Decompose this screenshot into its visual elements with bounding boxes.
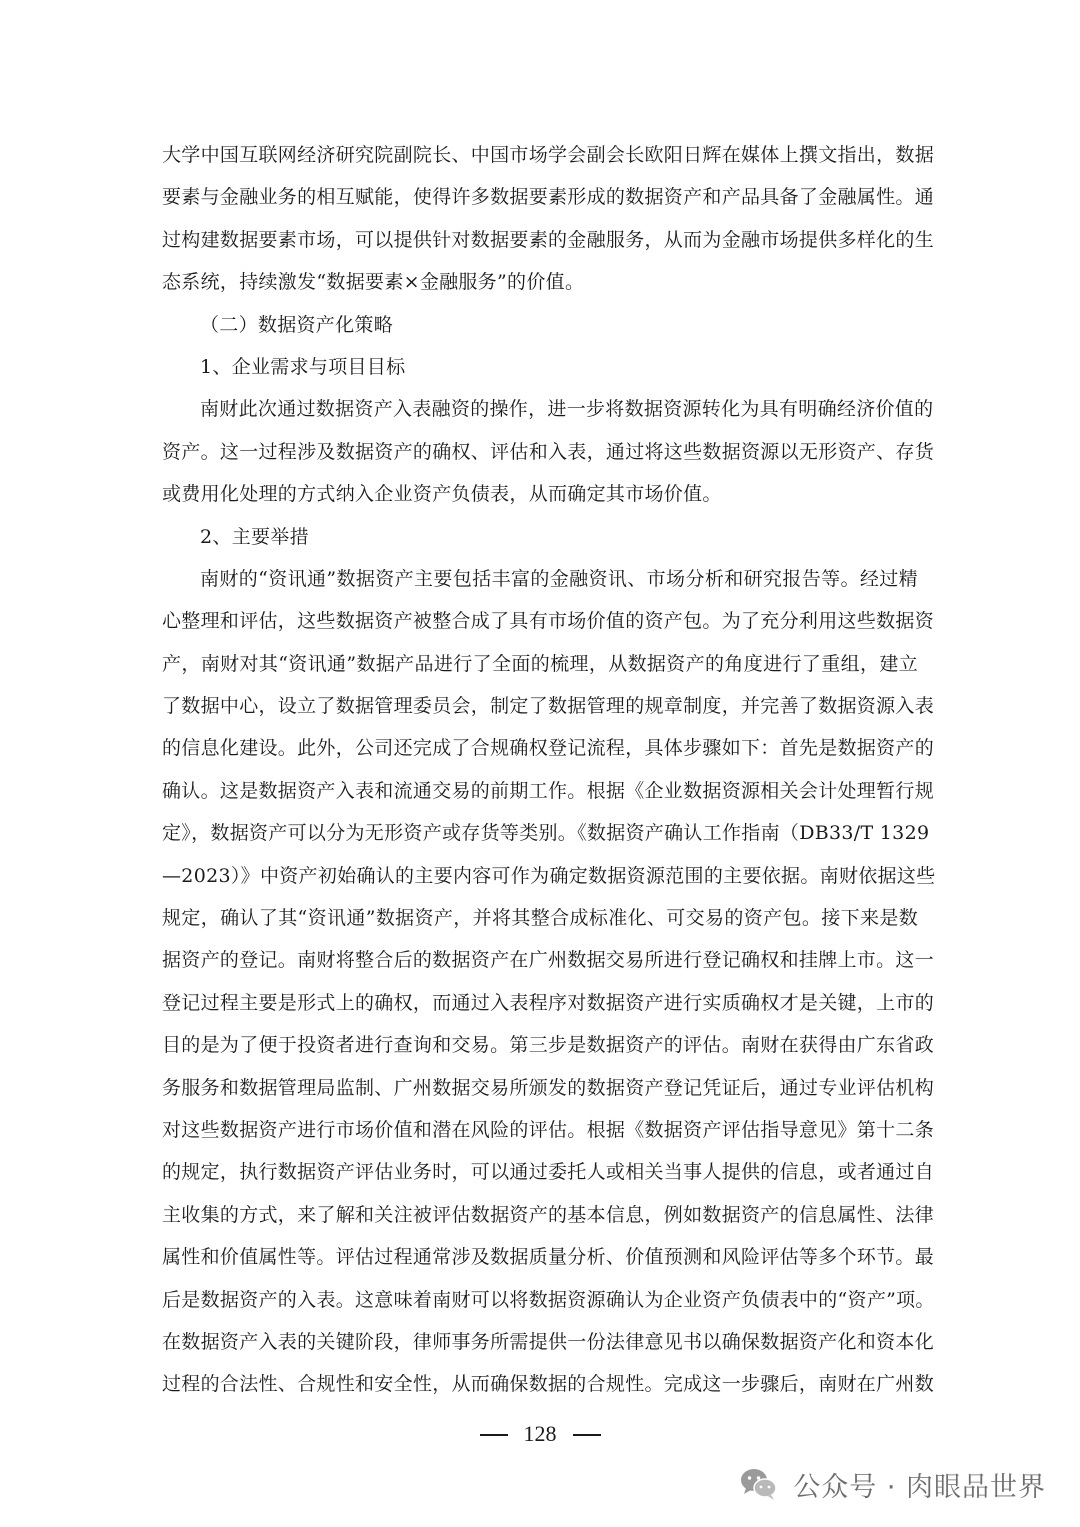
text-line: 登记过程主要是形式上的确权，而通过入表程序对数据资产进行实质确权才是关键，上市的 [162, 991, 935, 1014]
page-number [0, 1414, 1080, 1454]
text-line: 的规定，执行数据资产评估业务时，可以通过委托人或相关当事人提供的信息，或者通过自 [162, 1161, 935, 1184]
text-line: 态系统，持续激发“数据要素×金融服务”的价值。 [162, 271, 585, 294]
text-line: 主收集的方式，来了解和关注被评估数据资产的基本信息，例如数据资产的信息属性、法律 [162, 1203, 935, 1226]
text-line: 在数据资产入表的关键阶段，律师事务所需提供一份法律意见书以确保数据资产化和资本化 [162, 1330, 935, 1353]
text-line: 据资产的登记。南财将整合后的数据资产在广州数据交易所进行登记确权和挂牌上市。这一 [162, 949, 935, 972]
subsection-heading: 2、主要举措 [200, 525, 309, 548]
text-line: 目的是为了便于投资者进行查询和交易。第三步是数据资产的评估。南财在获得由广东省政 [162, 1034, 935, 1057]
text-line: 定》，数据资产可以分为无形资产或存货等类别。《数据资产确认工作指南（DB33/T 1329 [162, 822, 930, 845]
text-line: 南财的“资讯通”数据资产主要包括丰富的金融资讯、市场分析和研究报告等。经过精 [200, 567, 918, 590]
section-heading: （二）数据资产化策略 [200, 313, 394, 336]
text-line: 或费用化处理的方式纳入企业资产负债表，从而确定其市场价值。 [162, 483, 722, 506]
wechat-icon [739, 1466, 779, 1502]
text-line: 心整理和评估，这些数据资产被整合成了具有市场价值的资产包。为了充分利用这些数据资 [162, 610, 935, 633]
text-line: 资产。这一过程涉及数据资产的确权、评估和入表，通过将这些数据资源以无形资产、存货 [162, 440, 935, 463]
text-line: 过程的合法性、合规性和安全性，从而确保数据的合规性。完成这一步骤后，南财在广州数 [162, 1373, 935, 1396]
text-line: 过构建数据要素市场，可以提供针对数据要素的金融服务，从而为金融市场提供多样化的生 [162, 228, 935, 251]
page-number-value: 128 [523, 1421, 557, 1446]
dash-left [480, 1434, 508, 1436]
text-line: 要素与金融业务的相互赋能，使得许多数据要素形成的数据资产和产品具备了金融属性。通 [162, 186, 935, 209]
subsection-heading: 1、企业需求与项目目标 [200, 355, 406, 378]
text-line: —2023）》中资产初始确认的主要内容可作为确定数据资源范围的主要依据。南财依据这些 [162, 864, 936, 887]
watermark-text: 公众号 · 肉眼品世界 [793, 1471, 1046, 1503]
text-line: 南财此次通过数据资产入表融资的操作，进一步将数据资源转化为具有明确经济价值的 [200, 398, 934, 421]
text-line: 大学中国互联网经济研究院副院长、中国市场学会副会长欧阳日辉在媒体上撰文指出，数据 [162, 144, 935, 166]
text-line: 务服务和数据管理局监制、广州数据交易所颁发的数据资产登记凭证后，通过专业评估机构 [162, 1076, 935, 1099]
text-line: 的信息化建设。此外，公司还完成了合规确权登记流程，具体步骤如下：首先是数据资产的 [162, 737, 935, 760]
text-line: 属性和价值属性等。评估过程通常涉及数据质量分析、价值预测和风险评估等多个环节。最 [162, 1246, 935, 1269]
text-line: 产，南财对其“资讯通”数据产品进行了全面的梳理，从数据资产的角度进行了重组，建立 [162, 652, 918, 675]
text-line: 了数据中心，设立了数据管理委员会，制定了数据管理的规章制度，并完善了数据资源入表 [162, 695, 935, 718]
text-line: 对这些数据资产进行市场价值和潜在风险的评估。根据《数据资产评估指导意见》第十二条 [162, 1118, 935, 1141]
watermark [739, 1461, 1046, 1507]
text-line: 确认。这是数据资产入表和流通交易的前期工作。根据《企业数据资源相关会计处理暂行规 [162, 779, 935, 802]
text-line: 后是数据资产的入表。这意味着南财可以将数据资源确认为企业资产负债表中的“资产”项。 [162, 1288, 935, 1311]
dash-right [573, 1434, 601, 1436]
text-line: 规定，确认了其“资讯通”数据资产，并将其整合成标准化、可交易的资产包。接下来是数 [162, 907, 918, 930]
body-text [162, 134, 936, 1406]
